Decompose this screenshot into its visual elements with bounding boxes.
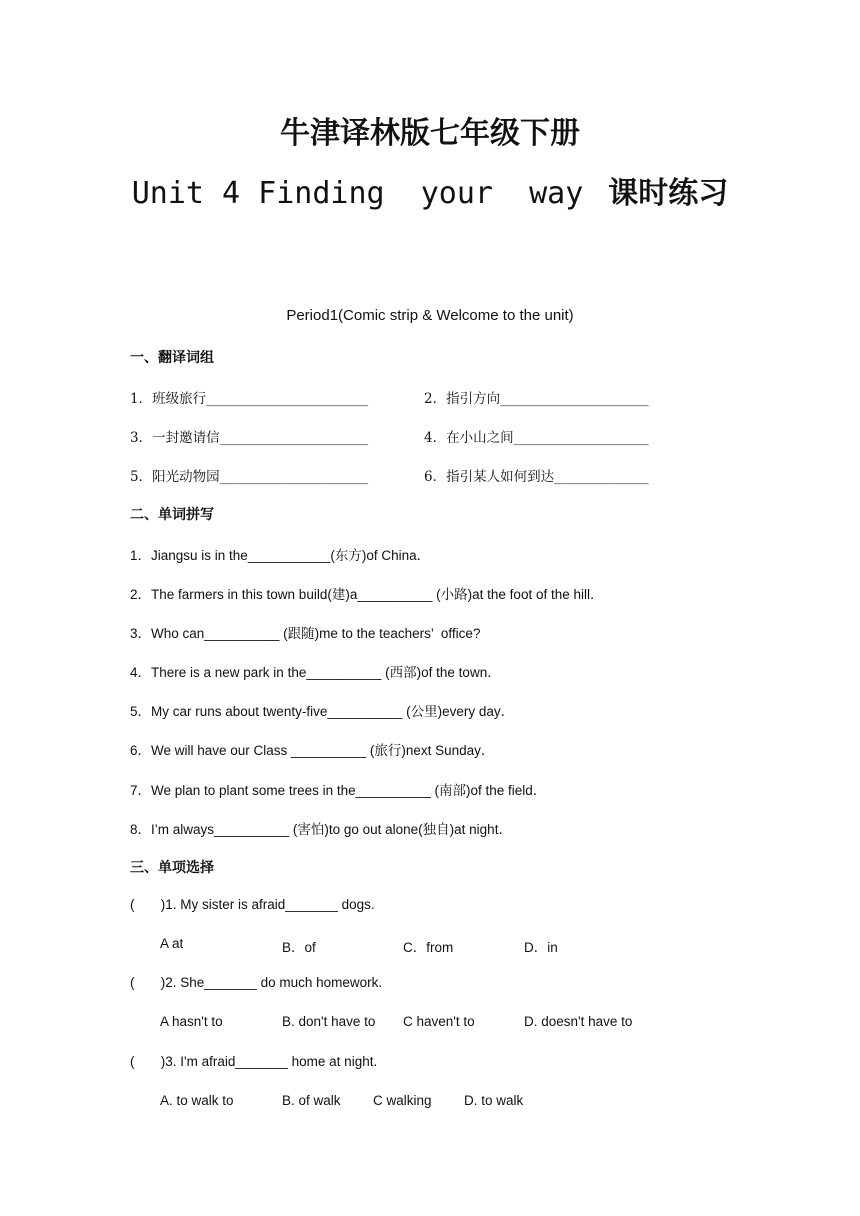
section2-heading: 二、单词拼写: [130, 506, 214, 522]
q2-option-d: D. doesn't have to: [524, 1014, 633, 1029]
page-title-unit: [0, 168, 860, 212]
unit-title-suffix: 课时练习: [608, 176, 729, 211]
choice-question-2: ( )2. She_______ do much homework.: [130, 975, 383, 990]
translate-item-5: 5．阳光动物园______________________: [130, 469, 369, 485]
q3-option-b: B. of walk: [282, 1093, 341, 1108]
translate-item-4: 4．在小山之间____________________: [424, 430, 649, 446]
translate-item-3: 3．一封邀请信______________________: [130, 430, 369, 446]
q2-option-a: A hasn't to: [160, 1014, 223, 1029]
section3-heading: 三、单项选择: [130, 859, 214, 875]
spelling-item-2: 2．The farmers in this town build(建)a__________ (小路)at the foot of the hill．: [130, 587, 604, 602]
period-heading: Period1(Comic strip & Welcome to the unit): [286, 307, 574, 324]
q2-option-c: C haven't to: [403, 1014, 475, 1029]
section1-heading: 一、翻译词组: [130, 349, 214, 365]
translate-item-6: 6．指引某人如何到达______________: [424, 469, 649, 485]
q1-option-d: D．in: [524, 940, 558, 955]
q1-option-c: C．from: [403, 940, 454, 955]
translate-item-2: 2．指引方向______________________: [424, 391, 649, 407]
spelling-item-4: 4．There is a new park in the__________ (西部)of the town．: [130, 665, 501, 680]
spelling-item-1: 1．Jiangsu is in the___________(东方)of China．: [130, 548, 431, 563]
q3-option-c: C walking: [373, 1093, 432, 1108]
unit-title: Unit 4 Finding your way: [131, 176, 584, 211]
spelling-item-8: 8．I’m always__________ (害怕)to go out alone(独自)at night．: [130, 822, 512, 837]
translate-item-1: 1．班级旅行________________________: [130, 391, 369, 407]
q1-option-b: B．of: [282, 940, 316, 955]
q3-option-d: D. to walk: [464, 1093, 524, 1108]
spelling-item-5: 5．My car runs about twenty-five__________ (公里)every day．: [130, 704, 515, 719]
spelling-item-7: 7．We plan to plant some trees in the__________ (南部)of the field．: [130, 783, 547, 798]
spelling-item-6: 6．We will have our Class __________ (旅行)next Sunday．: [130, 743, 495, 758]
choice-question-3: ( )3. I'm afraid_______ home at night.: [130, 1054, 378, 1069]
q3-option-a: A. to walk to: [160, 1093, 234, 1108]
q2-option-b: B. don't have to: [282, 1014, 376, 1029]
page-title-cn: 牛津译林版七年级下册: [280, 116, 580, 151]
choice-question-1: ( )1. My sister is afraid_______ dogs.: [130, 897, 375, 912]
q1-option-a: A at: [160, 936, 184, 951]
spelling-item-3: 3．Who can__________ (跟随)me to the teachers’ office?: [130, 626, 481, 641]
